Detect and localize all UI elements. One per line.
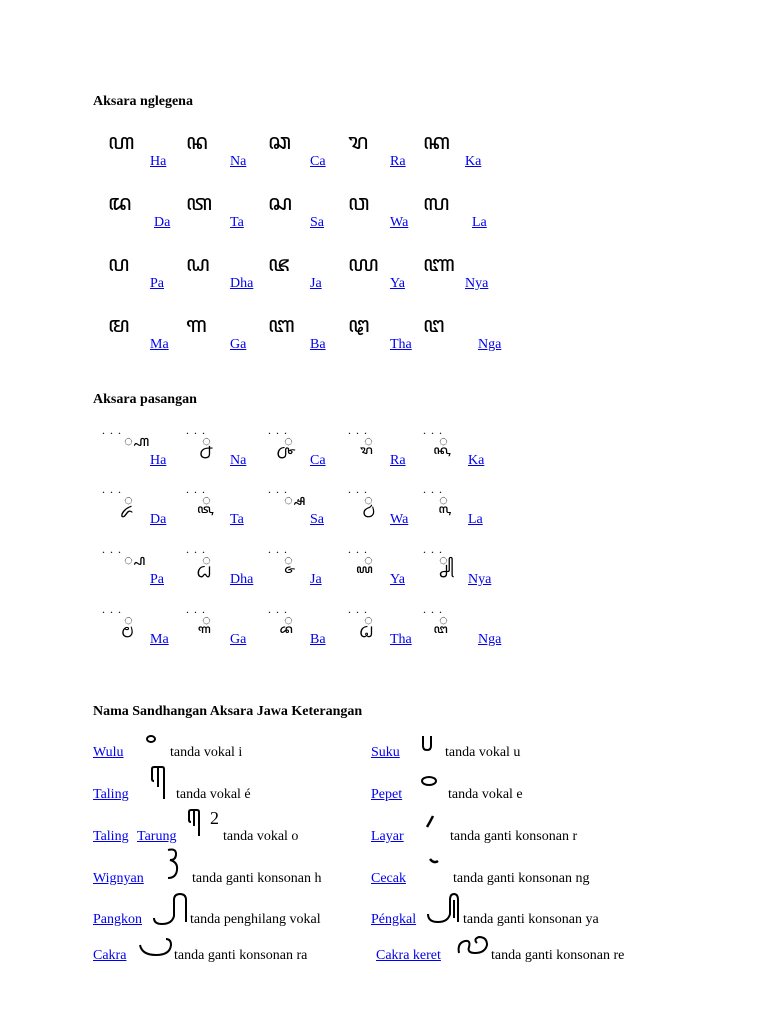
pasangan-dots: . . . — [268, 542, 288, 556]
cakra-icon — [138, 935, 174, 957]
aksara-link-tha[interactable]: Tha — [390, 337, 412, 352]
section-title-sandhangan: Nama Sandhangan Aksara Jawa Keterangan — [93, 704, 363, 719]
pasangan-link-da[interactable]: Da — [150, 512, 167, 527]
taling-tarung-icon — [186, 808, 224, 840]
pasangan-link-la[interactable]: La — [468, 512, 483, 527]
sandhangan-link-wulu[interactable]: Wulu — [93, 745, 124, 760]
sandhangan-desc-cakra: tanda ganti konsonan ra — [174, 948, 308, 963]
aksara-glyph-ma: ꦩ — [108, 313, 128, 338]
aksara-glyph-ya: ꦪ — [348, 252, 377, 277]
pasangan-dots: . . . — [423, 482, 443, 496]
sandhangan-link-taling[interactable]: Taling — [93, 787, 129, 802]
pasangan-glyph-nya: ꧀ꦚ — [439, 551, 454, 569]
aksara-link-ca[interactable]: Ca — [310, 154, 326, 169]
pasangan-link-ya[interactable]: Ya — [390, 572, 405, 587]
pasangan-link-pa[interactable]: Pa — [150, 572, 164, 587]
sandhangan-desc-pengkal: tanda ganti konsonan ya — [463, 912, 599, 927]
sandhangan-link-wignyan[interactable]: Wignyan — [93, 871, 144, 886]
pasangan-link-ha[interactable]: Ha — [150, 453, 167, 468]
aksara-link-ha[interactable]: Ha — [150, 154, 167, 169]
aksara-link-ba[interactable]: Ba — [310, 337, 326, 352]
pasangan-glyph-wa: ꧀ꦮ — [364, 491, 373, 509]
pasangan-dots: . . . — [423, 602, 443, 616]
pasangan-link-nga[interactable]: Nga — [478, 632, 502, 647]
pasangan-dots: . . . — [186, 542, 206, 556]
aksara-link-nya[interactable]: Nya — [465, 276, 489, 291]
sandhangan-desc-pepet: tanda vokal e — [448, 787, 523, 802]
aksara-link-da[interactable]: Da — [154, 215, 171, 230]
pasangan-dots: . . . — [102, 482, 122, 496]
layar-icon — [424, 814, 436, 830]
aksara-glyph-ca: ꦕ — [268, 130, 289, 155]
pasangan-glyph-ta: ꧀ꦠ — [202, 491, 211, 509]
pasangan-glyph-ma: ꧀ꦩ — [124, 611, 133, 629]
aksara-link-dha[interactable]: Dha — [230, 276, 254, 291]
pasangan-dots: . . . — [102, 602, 122, 616]
pasangan-glyph-da: ꧀ꦢ — [124, 491, 133, 509]
cakra-keret-icon — [455, 933, 491, 959]
pasangan-glyph-pa: ꧀ꦥ — [124, 551, 146, 569]
sandhangan-desc-suku: tanda vokal u — [445, 745, 521, 760]
aksara-glyph-nga: ꦔ — [423, 313, 443, 338]
pasangan-link-tha[interactable]: Tha — [390, 632, 412, 647]
sandhangan-link-cecak[interactable]: Cecak — [371, 871, 406, 886]
aksara-glyph-ra: ꦫ — [348, 130, 367, 155]
pasangan-glyph-nga: ꧀ꦔ — [439, 611, 448, 629]
pasangan-link-ga[interactable]: Ga — [230, 632, 247, 647]
pasangan-link-ba[interactable]: Ba — [310, 632, 326, 647]
pasangan-link-ma[interactable]: Ma — [150, 632, 169, 647]
aksara-link-nga[interactable]: Nga — [478, 337, 502, 352]
aksara-glyph-da: ꦢ — [108, 191, 130, 216]
aksara-link-na[interactable]: Na — [230, 154, 247, 169]
suku-icon — [420, 734, 434, 752]
sandhangan-desc-wulu: tanda vokal i — [170, 745, 243, 760]
aksara-glyph-dha: ꦝ — [186, 252, 208, 277]
sandhangan-link-pengkal[interactable]: Péngkal — [371, 912, 417, 927]
aksara-glyph-ga: ꦒ — [186, 313, 205, 338]
aksara-glyph-wa: ꦮ — [348, 191, 368, 216]
pasangan-glyph-ya: ꧀ꦪ — [364, 551, 373, 569]
pasangan-dots: . . . — [423, 542, 443, 556]
pasangan-dots: . . . — [348, 602, 368, 616]
aksara-glyph-ba: ꦧ — [268, 313, 293, 338]
pasangan-dots: . . . — [348, 542, 368, 556]
aksara-link-ka[interactable]: Ka — [465, 154, 482, 169]
aksara-glyph-ha: ꦲ — [108, 130, 133, 155]
pasangan-link-ka[interactable]: Ka — [468, 453, 485, 468]
aksara-link-ja[interactable]: Ja — [310, 276, 322, 291]
aksara-link-sa[interactable]: Sa — [310, 215, 324, 230]
pasangan-glyph-tha: ꧀ꦛ — [364, 611, 373, 629]
aksara-link-la[interactable]: La — [472, 215, 487, 230]
pengkal-icon — [426, 892, 462, 926]
cecak-icon — [428, 856, 440, 866]
sandhangan-desc-taling-tarung: tanda vokal o — [223, 829, 299, 844]
aksara-glyph-ka: ꦏ — [423, 130, 448, 155]
pasangan-link-wa[interactable]: Wa — [390, 512, 409, 527]
pasangan-dots: . . . — [186, 602, 206, 616]
pasangan-link-na[interactable]: Na — [230, 453, 247, 468]
taling-icon — [149, 765, 167, 801]
pasangan-link-nya[interactable]: Nya — [468, 572, 492, 587]
sandhangan-link-cakra-keret[interactable]: Cakra keret — [376, 948, 441, 963]
pasangan-glyph-sa: ꧀ꦱ — [284, 491, 306, 509]
aksara-glyph-la: ꦭ — [423, 191, 448, 216]
wignyan-icon — [164, 846, 182, 882]
pasangan-link-sa[interactable]: Sa — [310, 512, 324, 527]
aksara-glyph-na: ꦤ — [186, 130, 206, 155]
pasangan-dots: . . . — [102, 542, 122, 556]
pasangan-link-ra[interactable]: Ra — [390, 453, 406, 468]
aksara-glyph-sa: ꦱ — [268, 191, 290, 216]
aksara-link-wa[interactable]: Wa — [390, 215, 409, 230]
aksara-glyph-tha: ꦛ — [348, 313, 368, 338]
pasangan-glyph-la: ꧀ꦭ — [439, 491, 448, 509]
aksara-link-pa[interactable]: Pa — [150, 276, 164, 291]
pasangan-dots: . . . — [186, 482, 206, 496]
aksara-link-ra[interactable]: Ra — [390, 154, 406, 169]
pasangan-dots: . . . — [268, 602, 288, 616]
pasangan-dots: . . . — [186, 423, 206, 437]
pasangan-glyph-ka: ꧀ꦏ — [439, 432, 448, 450]
wulu-icon — [144, 734, 158, 744]
sandhangan-link-taling[interactable]: Taling — [93, 829, 129, 844]
svg-text:2: 2 — [210, 808, 219, 828]
sandhangan-desc-taling: tanda vokal é — [176, 787, 251, 802]
sandhangan-desc-cecak: tanda ganti konsonan ng — [453, 871, 590, 886]
sandhangan-link-cakra[interactable]: Cakra — [93, 948, 127, 963]
pasangan-glyph-dha: ꧀ꦝ — [202, 551, 211, 569]
section-title-nglegena: Aksara nglegena — [93, 94, 193, 109]
pasangan-glyph-ha: ꧀ꦲ — [124, 432, 150, 450]
pasangan-link-dha[interactable]: Dha — [230, 572, 254, 587]
pangkon-icon — [152, 892, 190, 926]
pasangan-dots: . . . — [423, 423, 443, 437]
aksara-link-ga[interactable]: Ga — [230, 337, 247, 352]
sandhangan-link-suku[interactable]: Suku — [371, 745, 400, 760]
pasangan-dots: . . . — [268, 423, 288, 437]
pasangan-dots: . . . — [102, 423, 122, 437]
sandhangan-desc-pangkon: tanda penghilang vokal — [190, 912, 321, 927]
pasangan-glyph-ca: ꧀ꦕ — [284, 432, 293, 450]
sandhangan-link-tarung[interactable]: Tarung — [137, 829, 177, 844]
pasangan-link-ta[interactable]: Ta — [230, 512, 244, 527]
aksara-glyph-nya: ꦚ — [423, 252, 453, 277]
aksara-link-ma[interactable]: Ma — [150, 337, 169, 352]
aksara-glyph-ta: ꦠ — [186, 191, 211, 216]
section-title-pasangan: Aksara pasangan — [93, 392, 197, 407]
aksara-link-ta[interactable]: Ta — [230, 215, 244, 230]
pasangan-link-ca[interactable]: Ca — [310, 453, 326, 468]
sandhangan-desc-cakra-keret: tanda ganti konsonan re — [491, 948, 625, 963]
aksara-glyph-pa: ꦥ — [108, 252, 128, 277]
sandhangan-link-layar[interactable]: Layar — [371, 829, 404, 844]
pasangan-glyph-ga: ꧀ꦒ — [202, 611, 211, 629]
pasangan-dots: . . . — [348, 482, 368, 496]
pepet-icon — [420, 774, 440, 788]
pasangan-glyph-ba: ꧀ꦧ — [284, 611, 293, 629]
aksara-glyph-ja: ꦗ — [268, 252, 288, 277]
aksara-link-ya[interactable]: Ya — [390, 276, 405, 291]
sandhangan-link-pepet[interactable]: Pepet — [371, 787, 403, 802]
pasangan-glyph-ja: ꧀ꦗ — [284, 551, 293, 569]
sandhangan-desc-layar: tanda ganti konsonan r — [450, 829, 578, 844]
pasangan-link-ja[interactable]: Ja — [310, 572, 322, 587]
sandhangan-link-pangkon[interactable]: Pangkon — [93, 912, 142, 927]
pasangan-glyph-na: ꧀ꦤ — [202, 432, 211, 450]
sandhangan-desc-wignyan: tanda ganti konsonan h — [192, 871, 322, 886]
pasangan-glyph-ra: ꧀ꦫ — [364, 432, 373, 450]
pasangan-dots: . . . — [268, 482, 288, 496]
pasangan-dots: . . . — [348, 423, 368, 437]
